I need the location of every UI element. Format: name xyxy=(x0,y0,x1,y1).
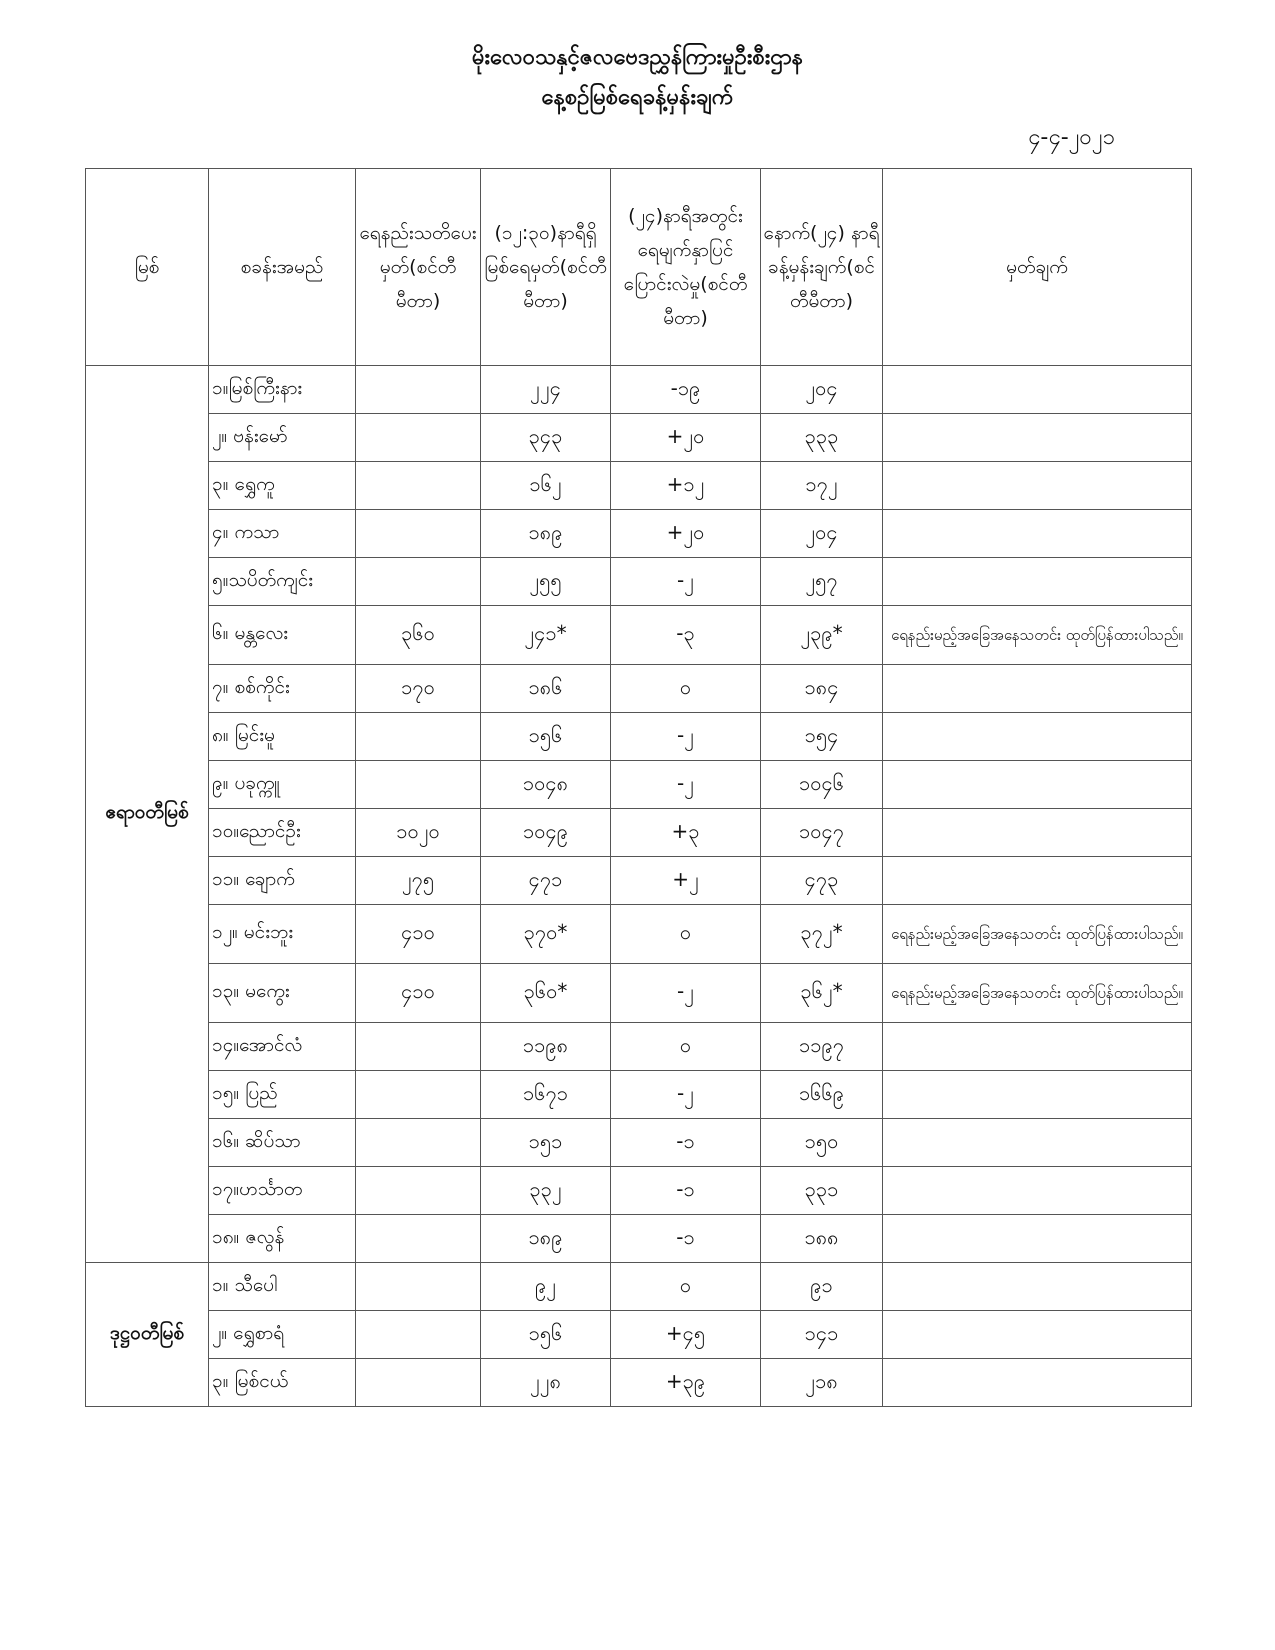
forecast-level: ၂၅၇ xyxy=(761,558,883,606)
station-name: ၁၄။အောင်လံ xyxy=(209,1023,356,1071)
forecast-level: ၃၇၂* xyxy=(761,905,883,964)
level-change: -၃ xyxy=(611,606,761,665)
level-change: -၁၉ xyxy=(611,366,761,414)
level-change: -၂ xyxy=(611,761,761,809)
observed-level: ၃၇၀* xyxy=(481,905,611,964)
warning-level xyxy=(356,1023,481,1071)
table-row xyxy=(86,1023,1192,1071)
observed-level: ၂၂၈ xyxy=(481,1359,611,1407)
warning-level xyxy=(356,510,481,558)
header-row xyxy=(86,169,1192,366)
warning-level xyxy=(356,1263,481,1311)
warning-level: ၁၀၂၀ xyxy=(356,809,481,857)
warning-level xyxy=(356,558,481,606)
remark xyxy=(883,1023,1192,1071)
col-header-observed: (၁၂:၃၀)နာရီရှိမြစ်ရေမှတ်(စင်တီမီတာ) xyxy=(481,169,611,366)
level-change: +၂၀ xyxy=(611,510,761,558)
station-name: ၁၇။ဟင်္သာတ xyxy=(209,1167,356,1215)
col-header-remarks: မှတ်ချက် xyxy=(883,169,1192,366)
table-row xyxy=(86,1167,1192,1215)
level-change: -၂ xyxy=(611,964,761,1023)
warning-level xyxy=(356,1215,481,1263)
observed-level: ၁၈၆ xyxy=(481,665,611,713)
station-name: ၉။ ပခုက္ကူ xyxy=(209,761,356,809)
remark xyxy=(883,1311,1192,1359)
river-name: ဒုဋ္ဌဝတီမြစ် xyxy=(86,1263,209,1407)
remark xyxy=(883,366,1192,414)
river-name: ဧရာဝတီမြစ် xyxy=(86,366,209,1263)
level-change: ၀ xyxy=(611,1023,761,1071)
level-change: ၀ xyxy=(611,905,761,964)
station-name: ၁၅။ ပြည် xyxy=(209,1071,356,1119)
remark xyxy=(883,462,1192,510)
level-change: +၂၀ xyxy=(611,414,761,462)
table-row xyxy=(86,414,1192,462)
remark xyxy=(883,1215,1192,1263)
col-header-river: မြစ် xyxy=(86,169,209,366)
station-name: ၂။ ဗန်းမော် xyxy=(209,414,356,462)
forecast-level: ၁၅၀ xyxy=(761,1119,883,1167)
observed-level: ၁၈၉ xyxy=(481,1215,611,1263)
observed-level: ၃၄၃ xyxy=(481,414,611,462)
table-row xyxy=(86,462,1192,510)
observed-level: ၁၅၁ xyxy=(481,1119,611,1167)
warning-level: ၂၇၅ xyxy=(356,857,481,905)
observed-level: ၂၅၅ xyxy=(481,558,611,606)
table-row xyxy=(86,713,1192,761)
remark xyxy=(883,1071,1192,1119)
forecast-level: ၂၁၈ xyxy=(761,1359,883,1407)
remark xyxy=(883,713,1192,761)
level-change: +၁၂ xyxy=(611,462,761,510)
station-name: ၃။ ရွှေကူ xyxy=(209,462,356,510)
col-header-forecast: နောက်(၂၄) နာရီခန့်မှန်းချက်(စင်တီမီတာ) xyxy=(761,169,883,366)
report-title: နေ့စဉ်မြစ်ရေခန့်မှန်းချက် xyxy=(541,85,734,110)
observed-level: ၂၂၄ xyxy=(481,366,611,414)
forecast-level: ၁၈၈ xyxy=(761,1215,883,1263)
station-name: ၁၆။ ဆိပ်သာ xyxy=(209,1119,356,1167)
remark: ရေနည်းမည့်အခြေအနေသတင်း ထုတ်ပြန်ထားပါသည်။ xyxy=(883,964,1192,1023)
station-name: ၁၀။ညောင်ဦး xyxy=(209,809,356,857)
level-change: +၄၅ xyxy=(611,1311,761,1359)
observed-level: ၁၈၉ xyxy=(481,510,611,558)
warning-level xyxy=(356,713,481,761)
remark xyxy=(883,1167,1192,1215)
remark xyxy=(883,1263,1192,1311)
forecast-level: ၃၆၂* xyxy=(761,964,883,1023)
observed-level: ၁၆၂ xyxy=(481,462,611,510)
level-change: -၁ xyxy=(611,1215,761,1263)
warning-level xyxy=(356,1359,481,1407)
station-name: ၄။ ကသာ xyxy=(209,510,356,558)
department-title: မိုးလေဝသနှင့်ဇလဗေဒညွှန်ကြားမှုဦးစီးဌာန xyxy=(471,45,804,70)
table-row xyxy=(86,905,1192,964)
table-row xyxy=(86,1071,1192,1119)
table-row xyxy=(86,606,1192,665)
level-change: -၁ xyxy=(611,1167,761,1215)
forecast-level: ၁၀၄၆ xyxy=(761,761,883,809)
table-row xyxy=(86,1311,1192,1359)
forecast-level: ၁၀၄၇ xyxy=(761,809,883,857)
station-name: ၁။ သီပေါ xyxy=(209,1263,356,1311)
table-row xyxy=(86,1215,1192,1263)
table-row xyxy=(86,857,1192,905)
station-name: ၁၁။ ချောက် xyxy=(209,857,356,905)
forecast-level: ၁၅၄ xyxy=(761,713,883,761)
forecast-level: ၃၃၃ xyxy=(761,414,883,462)
table-row xyxy=(86,558,1192,606)
station-name: ၈။ မြင်းမူ xyxy=(209,713,356,761)
table-row xyxy=(86,665,1192,713)
warning-level: ၁၇၀ xyxy=(356,665,481,713)
table-row xyxy=(86,761,1192,809)
station-name: ၇။ စစ်ကိုင်း xyxy=(209,665,356,713)
observed-level: ၁၀၄၈ xyxy=(481,761,611,809)
forecast-level: ၂၀၄ xyxy=(761,510,883,558)
remark: ရေနည်းမည့်အခြေအနေသတင်း ထုတ်ပြန်ထားပါသည်။ xyxy=(883,905,1192,964)
forecast-level: ၃၃၁ xyxy=(761,1167,883,1215)
station-name: ၆။ မန္တလေး xyxy=(209,606,356,665)
level-change: ၀ xyxy=(611,1263,761,1311)
forecast-level: ၁၄၁ xyxy=(761,1311,883,1359)
warning-level xyxy=(356,761,481,809)
forecast-level: ၁၁၉၇ xyxy=(761,1023,883,1071)
warning-level xyxy=(356,1119,481,1167)
observed-level: ၁၀၄၉ xyxy=(481,809,611,857)
level-change: -၁ xyxy=(611,1119,761,1167)
station-name: ၁၈။ ဇလွန် xyxy=(209,1215,356,1263)
warning-level: ၃၆၀ xyxy=(356,606,481,665)
station-name: ၁၃။ မကွေး xyxy=(209,964,356,1023)
table-row xyxy=(86,809,1192,857)
observed-level: ၁၅၆ xyxy=(481,1311,611,1359)
remark xyxy=(883,510,1192,558)
level-change: ၀ xyxy=(611,665,761,713)
remark xyxy=(883,809,1192,857)
remark xyxy=(883,857,1192,905)
forecast-level: ၂၀၄ xyxy=(761,366,883,414)
level-change: +၃ xyxy=(611,809,761,857)
warning-level xyxy=(356,462,481,510)
col-header-station: စခန်းအမည် xyxy=(209,169,356,366)
observed-level: ၁၆၇၁ xyxy=(481,1071,611,1119)
table-row xyxy=(86,1119,1192,1167)
forecast-level: ၁၈၄ xyxy=(761,665,883,713)
observed-level: ၃၆၀* xyxy=(481,964,611,1023)
table-row xyxy=(86,964,1192,1023)
observed-level: ၂၄၁* xyxy=(481,606,611,665)
warning-level xyxy=(356,1071,481,1119)
level-change: +၂ xyxy=(611,857,761,905)
observed-level: ၃၃၂ xyxy=(481,1167,611,1215)
remark: ရေနည်းမည့်အခြေအနေသတင်း ထုတ်ပြန်ထားပါသည်။ xyxy=(883,606,1192,665)
observed-level: ၁၁၉၈ xyxy=(481,1023,611,1071)
table-row xyxy=(86,366,1192,414)
remark xyxy=(883,665,1192,713)
forecast-level: ၉၁ xyxy=(761,1263,883,1311)
station-name: ၃။ မြစ်ငယ် xyxy=(209,1359,356,1407)
remark xyxy=(883,1119,1192,1167)
warning-level xyxy=(356,1167,481,1215)
station-name: ၁၂။ မင်းဘူး xyxy=(209,905,356,964)
level-change: -၂ xyxy=(611,713,761,761)
col-header-warning: ရေနည်းသတိပေးမှတ်(စင်တီမီတာ) xyxy=(356,169,481,366)
warning-level: ၄၁၀ xyxy=(356,905,481,964)
station-name: ၁။မြစ်ကြီးနား xyxy=(209,366,356,414)
warning-level xyxy=(356,414,481,462)
col-header-change: (၂၄)နာရီအတွင်းရေမျက်နှာပြင်ပြောင်းလဲမှု(စင်တီမီတာ) xyxy=(611,169,761,366)
forecast-level: ၂၃၉* xyxy=(761,606,883,665)
remark xyxy=(883,558,1192,606)
table-row xyxy=(86,510,1192,558)
station-name: ၅။သပိတ်ကျင်း xyxy=(209,558,356,606)
level-change: -၂ xyxy=(611,558,761,606)
observed-level: ၁၅၆ xyxy=(481,713,611,761)
level-change: +၃၉ xyxy=(611,1359,761,1407)
forecast-level: ၁၆၆၉ xyxy=(761,1071,883,1119)
remark xyxy=(883,414,1192,462)
warning-level xyxy=(356,366,481,414)
observed-level: ၉၂ xyxy=(481,1263,611,1311)
forecast-level: ၁၇၂ xyxy=(761,462,883,510)
report-date: ၄-၄-၂၀၂၁ xyxy=(1028,125,1115,150)
warning-level: ၄၁၀ xyxy=(356,964,481,1023)
table-row xyxy=(86,1263,1192,1311)
warning-level xyxy=(356,1311,481,1359)
remark xyxy=(883,1359,1192,1407)
station-name: ၂။ ရွှေစာရံ xyxy=(209,1311,356,1359)
observed-level: ၄၇၁ xyxy=(481,857,611,905)
level-change: -၂ xyxy=(611,1071,761,1119)
forecast-table xyxy=(85,168,1192,1407)
table-row xyxy=(86,1359,1192,1407)
remark xyxy=(883,761,1192,809)
forecast-level: ၄၇၃ xyxy=(761,857,883,905)
